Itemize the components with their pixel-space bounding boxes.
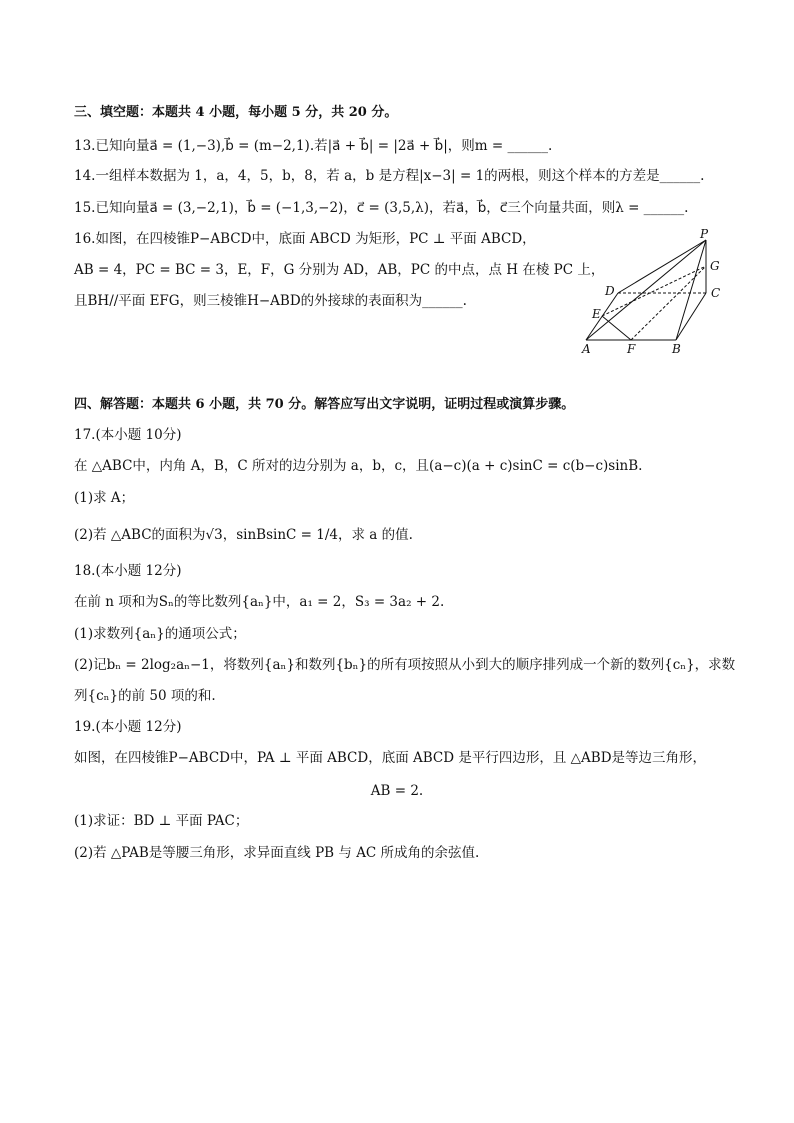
label-A: A xyxy=(582,342,591,356)
label-F: F xyxy=(627,342,636,356)
section-4-header: 四、解答题：本题共 6 小题，共 70 分。解答应写出文字说明，证明过程或演算步骤。 xyxy=(74,397,575,412)
question-17-part-1: (1)求 A； xyxy=(74,490,135,506)
question-19-part-1: (1)求证：BD ⊥ 平面 PAC； xyxy=(74,813,249,829)
question-13: 13.已知向量a⃗ = (1,−3),b⃗ = (m−2,1).若|a⃗ + b⃗| = |2a⃗ + b⃗|，则m = ______. xyxy=(74,138,553,154)
segment-EF xyxy=(602,316,631,340)
question-16-line-3: 且BH//平面 EFG，则三棱锥H−ABD的外接球的表面积为______. xyxy=(74,293,467,309)
question-19-part-2: (2)若 △PAB是等腰三角形，求异面直线 PB 与 AC 所成角的余弦值. xyxy=(74,845,480,861)
label-P: P xyxy=(700,228,709,241)
label-B: B xyxy=(672,342,681,356)
pyramid-diagram xyxy=(576,228,732,358)
question-18-part-1: (1)求数列{aₙ}的通项公式； xyxy=(74,626,246,642)
label-C: C xyxy=(711,286,721,300)
edge-BC xyxy=(676,293,706,340)
question-16-line-2: AB = 4，PC = BC = 3，E，F，G 分别为 AD，AB，PC 的中点，点 H 在棱 PC 上， xyxy=(74,262,605,278)
question-19-stem-line-1: 如图，在四棱锥P−ABCD中，PA ⊥ 平面 ABCD，底面 ABCD 是平行四边形，且 △ABD是等边三角形， xyxy=(74,750,707,766)
label-E: E xyxy=(592,307,601,321)
section-3-header: 三、填空题：本题共 4 小题，每小题 5 分，共 20 分。 xyxy=(74,105,398,120)
label-G: G xyxy=(710,259,720,273)
pyramid-figure xyxy=(576,228,732,358)
question-17-stem: 在 △ABC中，内角 A，B，C 所对的边分别为 a，b，c，且(a−c)(a + c)sinC = c(b−c)sinB. xyxy=(74,458,643,474)
question-17-part-2: (2)若 △ABC的面积为√3，sinBsinC = 1/4，求 a 的值. xyxy=(74,527,413,543)
question-14: 14.一组样本数据为 1，a，4，5，b，8，若 a，b 是方程|x−3| = 1的两根，则这个样本的方差是______. xyxy=(74,168,705,184)
question-15: 15.已知向量a⃗ = (3,−2,1)，b⃗ = (−1,3,−2)，c⃗ = (3,5,λ)，若a⃗，b⃗，c⃗三个向量共面，则λ = ______. xyxy=(74,200,689,216)
question-18-title: 18.(本小题 12分) xyxy=(74,563,182,579)
question-19-stem-line-2: AB = 2. xyxy=(370,783,424,799)
question-19-title: 19.(本小题 12分) xyxy=(74,719,182,735)
question-18-part-2-line-1: (2)记bₙ = 2log₂aₙ−1，将数列{aₙ}和数列{bₙ}的所有项按照从小到大的顺序排列成一个新的数列{cₙ}，求数 xyxy=(74,657,736,673)
question-16-line-1: 16.如图，在四棱锥P−ABCD中，底面 ABCD 为矩形，PC ⊥ 平面 ABCD， xyxy=(74,231,536,247)
label-D: D xyxy=(605,284,615,298)
question-18-stem: 在前 n 项和为Sₙ的等比数列{aₙ}中，a₁ = 2，S₃ = 3a₂ + 2. xyxy=(74,594,445,610)
question-18-part-2-line-2: 列{cₙ}的前 50 项的和. xyxy=(74,688,216,704)
question-17-title: 17.(本小题 10分) xyxy=(74,427,182,443)
